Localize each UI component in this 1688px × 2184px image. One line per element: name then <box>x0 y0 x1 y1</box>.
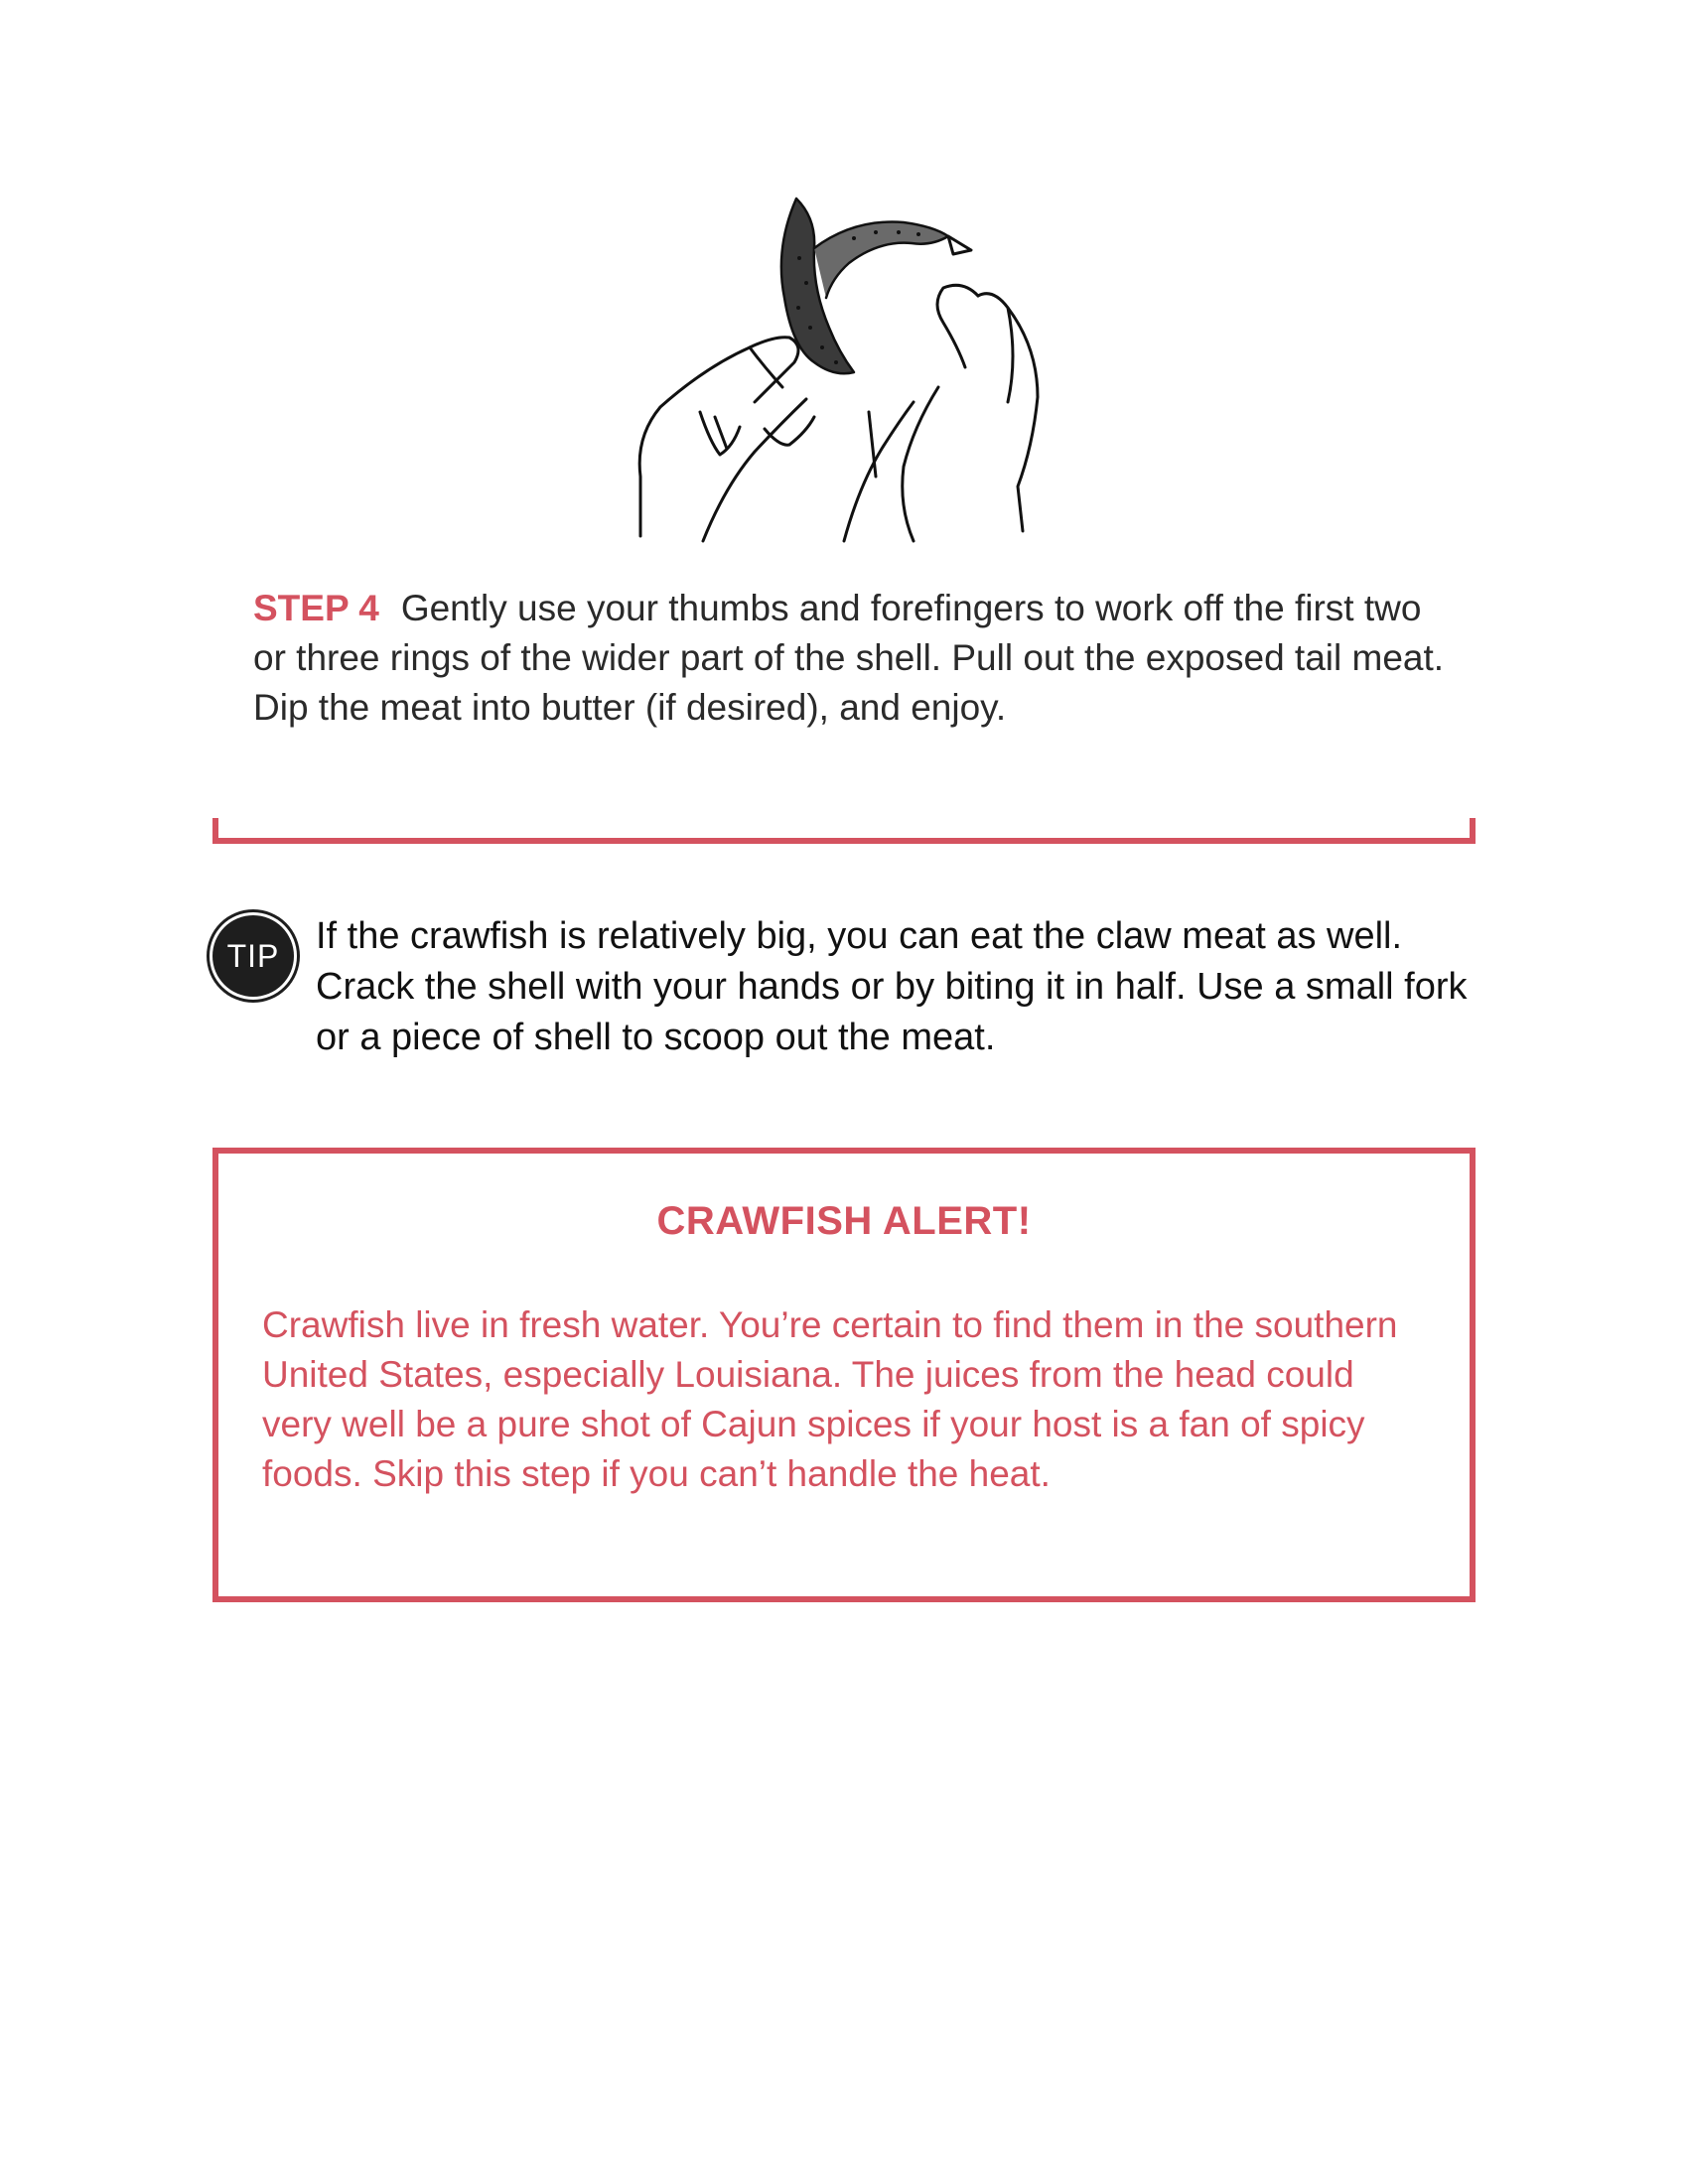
step-text: Gently use your thumbs and forefingers to work off the first two or three rings of the wider part of the shell. Pull out the exposed tail meat. Dip the meat into butter (if desired), and enjoy. <box>253 588 1445 728</box>
step-label: STEP 4 <box>253 588 379 628</box>
hands-peeling-crawfish-illustration <box>616 189 1072 546</box>
section-divider <box>212 818 1476 844</box>
alert-body: Crawfish live in fresh water. You’re certain to find them in the southern United States, especially Louisiana. The juices from the head could very well be a pure shot of Cajun spices if your host is a fan of spicy foods. Skip this step if you can’t handle the heat. <box>262 1304 1398 1494</box>
tip-badge-icon: TIP <box>212 915 294 997</box>
alert-title: CRAWFISH ALERT! <box>656 1199 1032 1243</box>
step-4-instruction <box>253 584 1445 733</box>
crawfish-alert-box <box>212 1148 1476 1602</box>
tip-text: If the crawfish is relatively big, you can eat the claw meat as well. Crack the shell with your hands or by biting it in half. Use a small fork or a piece of shell to scoop out the meat. <box>316 915 1468 1058</box>
